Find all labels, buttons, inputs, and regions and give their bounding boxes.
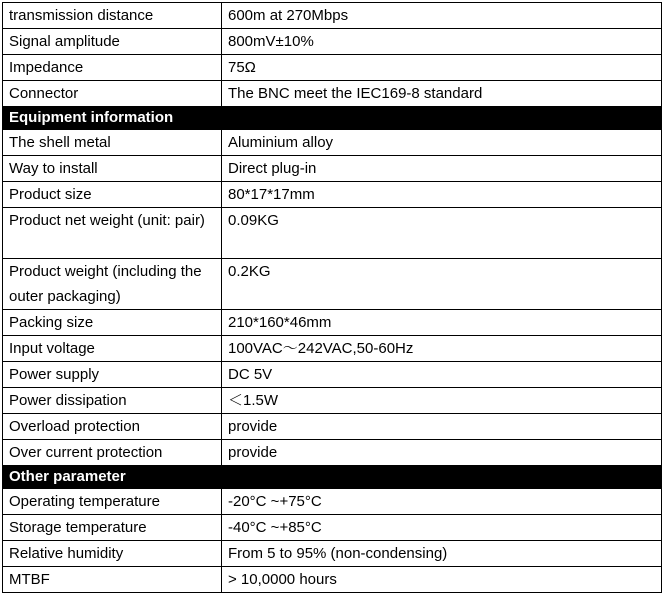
- param-name: transmission distance: [3, 3, 222, 29]
- table-row: [3, 489, 662, 515]
- param-value: 600m at 270Mbps: [222, 3, 662, 29]
- param-name: Input voltage: [3, 336, 222, 362]
- table-row: [3, 440, 662, 466]
- table-row: [3, 130, 662, 156]
- param-value: Direct plug-in: [222, 156, 662, 182]
- param-value: 0.09KG: [222, 208, 662, 259]
- param-value: 100VAC～242VAC,50-60Hz: [222, 336, 662, 362]
- param-name: Product size: [3, 182, 222, 208]
- table-row: [3, 156, 662, 182]
- param-value: 80*17*17mm: [222, 182, 662, 208]
- table-row: [3, 414, 662, 440]
- param-name: Product net weight (unit: pair): [3, 208, 222, 259]
- param-name: Power dissipation: [3, 388, 222, 414]
- table-row: [3, 336, 662, 362]
- table-row: [3, 388, 662, 414]
- param-value: 210*160*46mm: [222, 310, 662, 336]
- param-value: DC 5V: [222, 362, 662, 388]
- param-name: Over current protection: [3, 440, 222, 466]
- section-header-row: [3, 107, 662, 130]
- param-value: -40°C ~+85°C: [222, 515, 662, 541]
- param-value: The BNC meet the IEC169-8 standard: [222, 81, 662, 107]
- param-value: 0.2KG: [222, 259, 662, 310]
- param-value: ＜1.5W: [222, 388, 662, 414]
- param-name: Connector: [3, 81, 222, 107]
- param-name: Overload protection: [3, 414, 222, 440]
- param-name: Operating temperature: [3, 489, 222, 515]
- param-name: Power supply: [3, 362, 222, 388]
- table-row: [3, 310, 662, 336]
- param-value: > 10,0000 hours: [222, 567, 662, 593]
- param-value: provide: [222, 440, 662, 466]
- param-name: Impedance: [3, 55, 222, 81]
- param-value: Aluminium alloy: [222, 130, 662, 156]
- param-value: 800mV±10%: [222, 29, 662, 55]
- table-row: [3, 208, 662, 259]
- table-row: [3, 515, 662, 541]
- table-row: [3, 182, 662, 208]
- param-value: -20°C ~+75°C: [222, 489, 662, 515]
- param-name: Product weight (including the outer packaging): [3, 259, 222, 310]
- table-row: [3, 29, 662, 55]
- param-name: The shell metal: [3, 130, 222, 156]
- table-row: [3, 362, 662, 388]
- param-value: 75Ω: [222, 55, 662, 81]
- table-row: [3, 55, 662, 81]
- table-row: [3, 81, 662, 107]
- param-name: Signal amplitude: [3, 29, 222, 55]
- param-name: Relative humidity: [3, 541, 222, 567]
- table-row: [3, 541, 662, 567]
- table-row: [3, 3, 662, 29]
- param-name: MTBF: [3, 567, 222, 593]
- param-value: From 5 to 95% (non-condensing): [222, 541, 662, 567]
- spec-table: [2, 2, 662, 593]
- section-title: Equipment information: [3, 107, 662, 130]
- param-value: provide: [222, 414, 662, 440]
- param-name: Storage temperature: [3, 515, 222, 541]
- table-row: [3, 259, 662, 310]
- section-title: Other parameter: [3, 466, 662, 489]
- section-header-row: [3, 466, 662, 489]
- param-name: Packing size: [3, 310, 222, 336]
- param-name: Way to install: [3, 156, 222, 182]
